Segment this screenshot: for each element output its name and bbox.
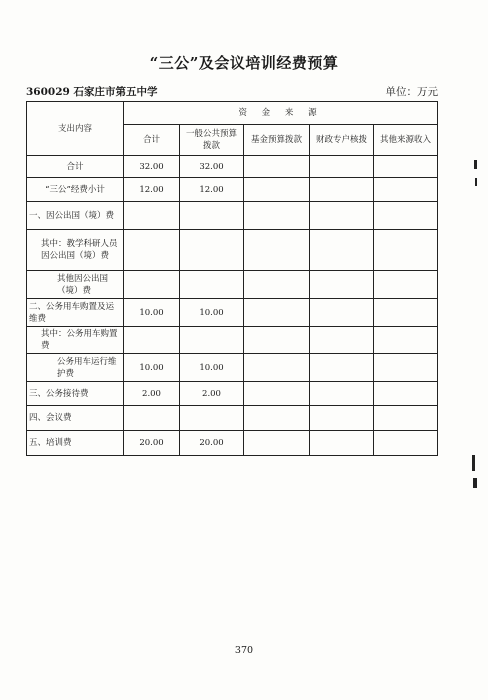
- row-label: 其中：教学科研人员因公出国（境）费: [27, 230, 124, 271]
- cell-other: [374, 156, 438, 178]
- cell-total: 20.00: [124, 431, 180, 456]
- cell-special: [310, 431, 374, 456]
- table-row-research-overseas: [27, 230, 438, 271]
- row-label: 其他因公出国（境）费: [27, 271, 124, 299]
- cell-general: 12.00: [180, 178, 244, 202]
- cell-other: [374, 299, 438, 327]
- organization-label: 360029 石家庄市第五中学: [26, 86, 158, 98]
- cell-general: [180, 202, 244, 230]
- row-label: 三、公务接待费: [27, 382, 124, 406]
- scan-mark: [472, 455, 475, 471]
- cell-fund: [244, 178, 310, 202]
- cell-general: [180, 271, 244, 299]
- table-row-other-overseas: [27, 271, 438, 299]
- cell-total: [124, 327, 180, 354]
- table-row-meeting: [27, 406, 438, 431]
- table-row-reception: [27, 382, 438, 406]
- cell-general: [180, 327, 244, 354]
- row-label: 公务用车运行维护费: [27, 354, 124, 382]
- cell-total: 32.00: [124, 156, 180, 178]
- scan-mark: [473, 478, 477, 488]
- row-label: 四、会议费: [27, 406, 124, 431]
- table-row-three-public-subtotal: [27, 178, 438, 202]
- row-label: 五、培训费: [27, 431, 124, 456]
- header-col-total: 合计: [124, 125, 180, 156]
- header-col-special-account: 财政专户核拨: [310, 125, 374, 156]
- cell-general: 10.00: [180, 299, 244, 327]
- cell-fund: [244, 230, 310, 271]
- cell-other: [374, 354, 438, 382]
- table-row-overseas-travel: [27, 202, 438, 230]
- header-funding-source: 资 金 来 源: [124, 102, 438, 125]
- cell-fund: [244, 382, 310, 406]
- row-label: 其中：公务用车购置费: [27, 327, 124, 354]
- cell-general: [180, 230, 244, 271]
- cell-general: [180, 406, 244, 431]
- scan-mark: [474, 160, 477, 169]
- cell-fund: [244, 354, 310, 382]
- cell-special: [310, 299, 374, 327]
- header-row-1: [27, 102, 438, 125]
- cell-total: 10.00: [124, 354, 180, 382]
- header-col-general-budget: 一般公共预算拨款: [180, 125, 244, 156]
- cell-other: [374, 202, 438, 230]
- cell-special: [310, 354, 374, 382]
- cell-total: [124, 271, 180, 299]
- cell-fund: [244, 327, 310, 354]
- cell-fund: [244, 271, 310, 299]
- table-row-vehicle-operation: [27, 354, 438, 382]
- row-label: “三公”经费小计: [27, 178, 124, 202]
- cell-other: [374, 327, 438, 354]
- cell-general: 2.00: [180, 382, 244, 406]
- cell-special: [310, 202, 374, 230]
- cell-special: [310, 178, 374, 202]
- cell-special: [310, 230, 374, 271]
- budget-table: [26, 101, 438, 456]
- cell-total: [124, 406, 180, 431]
- cell-other: [374, 178, 438, 202]
- cell-other: [374, 271, 438, 299]
- cell-special: [310, 406, 374, 431]
- cell-other: [374, 431, 438, 456]
- cell-fund: [244, 431, 310, 456]
- cell-total: 2.00: [124, 382, 180, 406]
- cell-total: 12.00: [124, 178, 180, 202]
- cell-total: [124, 230, 180, 271]
- document-title: “三公”及会议培训经费预算: [149, 54, 339, 72]
- table-row-training: [27, 431, 438, 456]
- cell-special: [310, 327, 374, 354]
- cell-special: [310, 382, 374, 406]
- cell-fund: [244, 406, 310, 431]
- cell-special: [310, 271, 374, 299]
- header-expense-content: 支出内容: [27, 102, 124, 156]
- table-row-total: [27, 156, 438, 178]
- cell-general: 32.00: [180, 156, 244, 178]
- cell-general: 20.00: [180, 431, 244, 456]
- table-row-vehicle-total: [27, 299, 438, 327]
- cell-other: [374, 406, 438, 431]
- cell-other: [374, 230, 438, 271]
- cell-special: [310, 156, 374, 178]
- table-row-vehicle-purchase: [27, 327, 438, 354]
- unit-label: 单位：万元: [385, 86, 438, 98]
- cell-general: 10.00: [180, 354, 244, 382]
- scan-mark: [475, 178, 477, 186]
- page-number: 370: [234, 645, 254, 656]
- cell-fund: [244, 299, 310, 327]
- cell-fund: [244, 156, 310, 178]
- row-label: 二、公务用车购置及运维费: [27, 299, 124, 327]
- cell-fund: [244, 202, 310, 230]
- cell-total: 10.00: [124, 299, 180, 327]
- cell-other: [374, 382, 438, 406]
- header-col-other-income: 其他来源收入: [374, 125, 438, 156]
- cell-total: [124, 202, 180, 230]
- row-label: 合计: [27, 156, 124, 178]
- header-col-fund-budget: 基金预算拨款: [244, 125, 310, 156]
- row-label: 一、因公出国（境）费: [27, 202, 124, 230]
